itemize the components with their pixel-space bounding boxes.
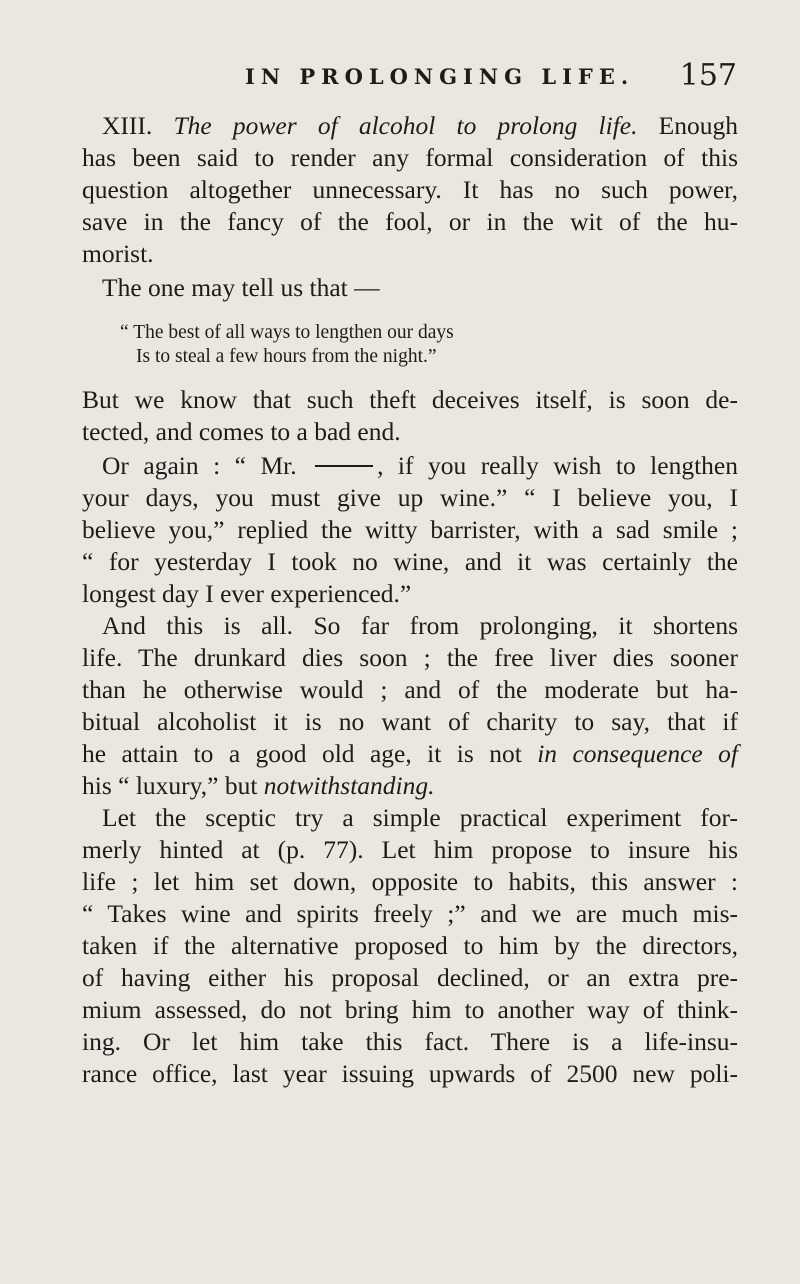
running-title: IN PROLONGING LIFE. (245, 64, 635, 89)
text-line: question altogether unnecessary. It has no such power, (82, 175, 738, 204)
text-line: And this is all. So far from prolonging, it shortens (102, 611, 738, 640)
text-line: your days, you must give up wine.” “ I believe you, I (82, 483, 738, 512)
text-line: longest day I ever experienced.” (82, 579, 412, 608)
text-line: merly hinted at (p. 77). Let him propose to insure his (82, 835, 738, 864)
text-span: his “ luxury,” but (82, 771, 264, 800)
section-heading: The power of alcohol to prolong life. (173, 111, 638, 140)
text-line: The one may tell us that — (102, 273, 380, 302)
text-line: rance office, last year issuing upwards of 2500 new poli- (82, 1059, 738, 1088)
italic-span: in consequence of (537, 739, 738, 768)
em-dash-rule (315, 465, 373, 467)
text-line: mium assessed, do not bring him to another way of think- (82, 995, 738, 1024)
text-span: Or again : “ Mr. (102, 451, 297, 480)
text-line (102, 110, 738, 142)
text-line: has been said to render any formal consideration of this (82, 143, 738, 172)
text-line: Let the sceptic try a simple practical experiment for- (102, 803, 738, 832)
text-line: taken if the alternative proposed to him by the directors, (82, 931, 738, 960)
section-number: XIII. (102, 111, 174, 140)
text-span: Enough (637, 111, 738, 140)
page-number: 157 (679, 58, 737, 93)
text-span: he attain to a good old age, it is not (82, 739, 538, 768)
text-line: life ; let him set down, opposite to habits, this answer : (82, 867, 738, 896)
text-line: save in the fancy of the fool, or in the wit of the hu- (82, 207, 738, 236)
running-head (245, 58, 745, 108)
text-line: ing. Or let him take this fact. There is a life-insu- (82, 1027, 738, 1056)
text-line: But we know that such theft deceives itself, is soon de- (82, 385, 738, 414)
text-line: of having either his proposal declined, or an extra pre- (82, 963, 738, 992)
text-line: “ Takes wine and spirits freely ;” and we are much mis- (82, 899, 738, 928)
text-line: than he otherwise would ; and of the moderate but ha- (82, 675, 738, 704)
text-line (82, 738, 738, 770)
text-line: life. The drunkard dies soon ; the free liver dies sooner (82, 643, 738, 672)
text-line: “ for yesterday I took no wine, and it was certainly the (82, 547, 738, 576)
text-span: , if you really wish to lengthen (377, 451, 738, 480)
text-line: tected, and comes to a bad end. (82, 417, 401, 446)
text-line (102, 450, 738, 482)
verse-line: “ The best of all ways to lengthen our days (120, 322, 454, 343)
text-line: believe you,” replied the witty barrister, with a sad smile ; (82, 515, 738, 544)
text-line: bitual alcoholist it is no want of charity to say, that if (82, 707, 738, 736)
text-line (82, 770, 738, 802)
italic-span: notwithstanding. (263, 771, 435, 800)
text-line: morist. (82, 239, 154, 268)
verse-line: Is to steal a few hours from the night.” (136, 346, 437, 367)
